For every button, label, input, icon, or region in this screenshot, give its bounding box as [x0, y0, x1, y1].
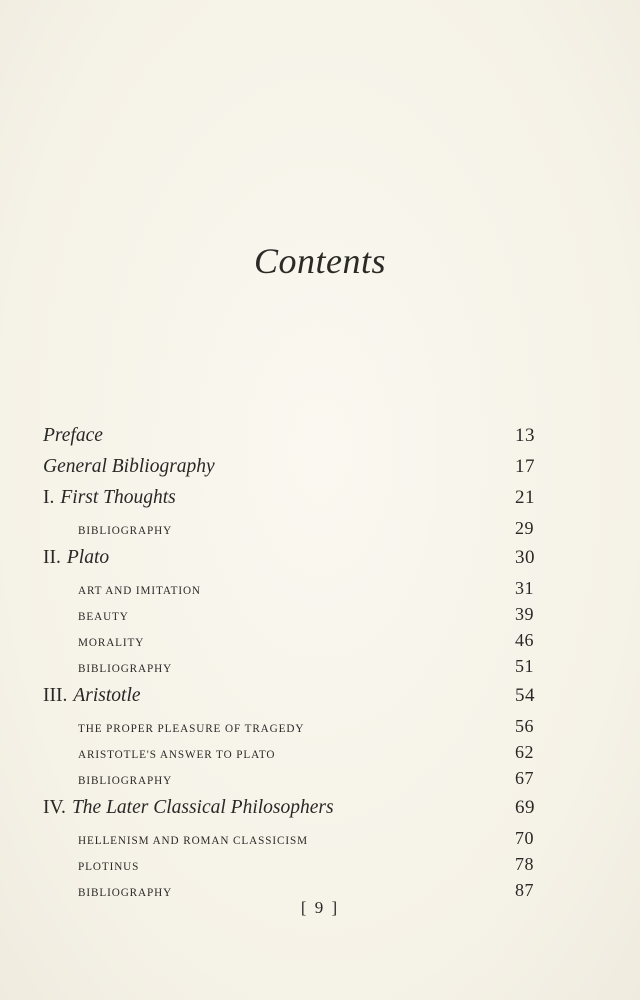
toc-section-entry [43, 518, 543, 544]
page-reference: 17 [515, 456, 535, 477]
toc-section-entry [43, 630, 543, 656]
page-reference: 54 [515, 685, 535, 706]
chapter-title [43, 487, 176, 509]
toc-section-entry [43, 716, 543, 742]
chapter-name: General Bibliography [43, 456, 215, 477]
section-title: BIBLIOGRAPHY [78, 775, 173, 787]
chapter-number: IV. [43, 797, 66, 818]
toc-chapter-entry [43, 456, 543, 487]
toc-section-entry [43, 828, 543, 854]
page-number: [ 9 ] [300, 898, 340, 917]
page-reference: 30 [515, 547, 535, 568]
page-reference: 62 [515, 742, 534, 762]
page-reference: 13 [515, 425, 535, 446]
section-title: BEAUTY [78, 611, 129, 623]
section-title: BIBLIOGRAPHY [78, 525, 173, 537]
section-title: HELLENISM AND ROMAN CLASSICISM [78, 835, 308, 847]
page-reference: 69 [515, 797, 535, 818]
page-reference: 46 [515, 630, 534, 650]
toc-chapter-entry [43, 425, 543, 456]
page-reference: 56 [515, 716, 534, 736]
section-title: MORALITY [78, 637, 145, 649]
toc-chapter-entry [43, 685, 543, 716]
page-reference: 78 [515, 854, 534, 874]
toc-chapter-entry [43, 547, 543, 578]
chapter-title [43, 547, 109, 569]
chapter-name: The Later Classical Philosophers [71, 797, 334, 818]
section-title: PLOTINUS [78, 861, 140, 873]
chapter-name: Plato [66, 547, 110, 568]
page-reference: 31 [515, 578, 534, 598]
chapter-name: First Thoughts [60, 487, 176, 508]
section-title: ARISTOTLE'S ANSWER TO PLATO [78, 749, 276, 761]
chapter-number: I. [43, 487, 55, 508]
page-reference: 87 [515, 880, 534, 900]
toc-chapter-entry [43, 797, 543, 828]
toc-section-entry [43, 604, 543, 630]
page-reference: 21 [515, 487, 535, 508]
chapter-name: Preface [43, 425, 103, 446]
page-reference: 29 [515, 518, 534, 538]
page-title: Contents [253, 241, 386, 281]
toc-section-entry [43, 578, 543, 604]
toc-section-entry [43, 768, 543, 794]
page-reference: 39 [515, 604, 534, 624]
table-of-contents [43, 425, 543, 906]
toc-section-entry [43, 656, 543, 682]
chapter-number: II. [43, 547, 61, 568]
toc-section-entry [43, 742, 543, 768]
section-title: BIBLIOGRAPHY [78, 663, 173, 675]
chapter-title [43, 797, 334, 819]
toc-chapter-entry [43, 487, 543, 518]
page-reference: 67 [515, 768, 534, 788]
chapter-title [43, 425, 103, 447]
section-title: THE PROPER PLEASURE OF TRAGEDY [78, 723, 305, 735]
toc-section-entry [43, 854, 543, 880]
chapter-number: III. [43, 685, 68, 706]
section-title: BIBLIOGRAPHY [78, 887, 173, 899]
chapter-name: Aristotle [73, 685, 141, 706]
chapter-title [43, 685, 141, 707]
page-reference: 70 [515, 828, 534, 848]
section-title: ART AND IMITATION [78, 585, 201, 597]
page-reference: 51 [515, 656, 534, 676]
chapter-title [43, 456, 215, 478]
